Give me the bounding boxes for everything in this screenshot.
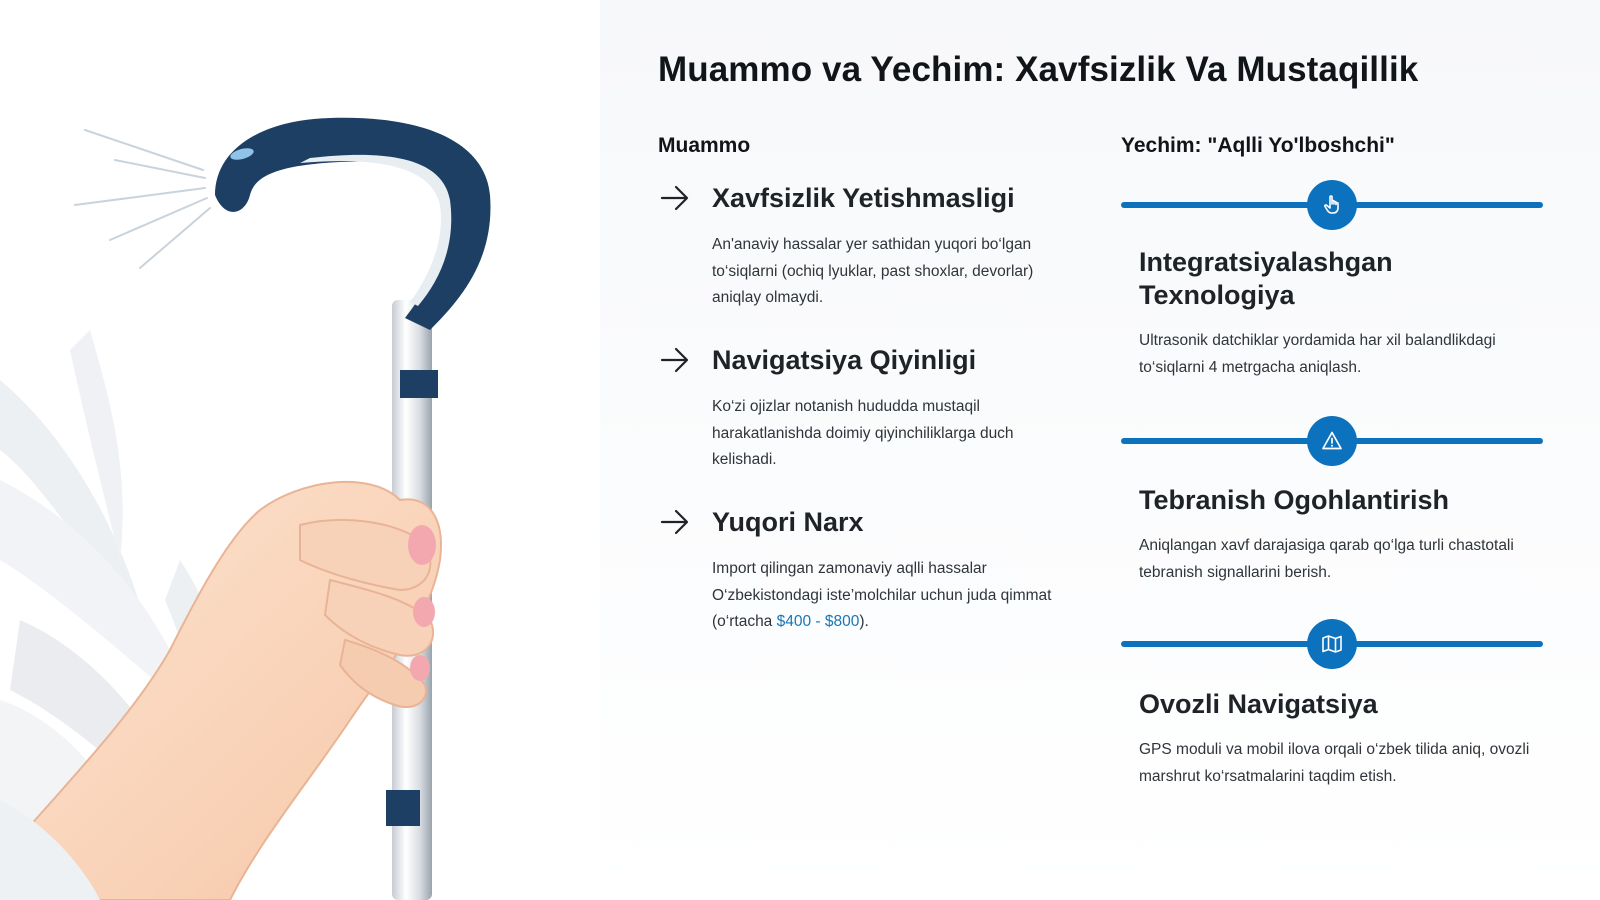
cane-band-lower (386, 790, 420, 826)
solution-item-voice-navigation (1139, 688, 1539, 790)
problem-description (712, 556, 1078, 636)
timeline-step-3 (1121, 619, 1543, 669)
timeline-step-2 (1121, 416, 1543, 466)
timeline-node (1307, 416, 1357, 466)
solution-title: Tebranish Ogohlantirish (1139, 485, 1450, 515)
description-text: Import qilingan zamonaviy aqlli hassalar O‘zbekistondagi iste’molchilar uchun juda qimmat (o‘rtacha (712, 560, 1052, 630)
thumb-nail (408, 525, 436, 565)
solution-description: Aniqlangan xavf darajasiga qarab qo‘lga turli chastotali tebranish signallarini berish. (1139, 537, 1514, 581)
timeline-node (1307, 180, 1357, 230)
description-text-end: ). (859, 613, 869, 630)
problem-description: Ko‘zi ojizlar notanish hududda mustaqil harakatlanishda doimiy qiyinchiliklarga duch kelishadi. (712, 398, 1014, 468)
timeline-node (1307, 619, 1357, 669)
arrow-right-icon (658, 182, 692, 214)
problem-title: Xavfsizlik Yetishmasligi (712, 182, 1015, 213)
map-icon (1320, 632, 1344, 656)
page-title: Muammo va Yechim: Xavfsizlik Va Mustaqillik (658, 50, 1419, 89)
cane-band-upper (400, 370, 438, 398)
arrow-right-icon (658, 506, 692, 538)
smart-cane-illustration (0, 0, 600, 900)
problem-item-price (658, 502, 1078, 636)
arrow-right-icon (658, 344, 692, 376)
timeline-step-1 (1121, 180, 1543, 230)
light-rays (75, 130, 210, 268)
problem-title: Navigatsiya Qiyinligi (712, 344, 977, 375)
problem-description: An'anaviy hassalar yer sathidan yuqori bo‘lgan to‘siqlarni (ochiq lyuklar, past shoxlar, devorlar) aniqlay olmaydi. (712, 236, 1034, 306)
solution-description: GPS moduli va mobil ilova orqali o‘zbek tilida aniq, ovozli marshrut ko‘rsatmalarini taqdim etish. (1139, 741, 1530, 785)
price-range: $400 - $800 (776, 613, 860, 630)
problem-item-safety (658, 178, 1078, 312)
problems-heading: Muammo (658, 134, 751, 157)
warning-triangle-icon (1320, 429, 1344, 453)
solution-title: Ovozli Navigatsiya (1139, 689, 1378, 719)
problem-title: Yuqori Narx (712, 506, 864, 537)
solution-item-technology (1139, 246, 1539, 381)
solution-title: Integratsiyalashgan Texnologiya (1139, 247, 1393, 310)
problem-item-navigation (658, 340, 1078, 474)
solution-item-vibration (1139, 484, 1539, 586)
hand-pointer-icon (1320, 193, 1344, 217)
solutions-heading: Yechim: "Aqlli Yo'lboshchi" (1121, 134, 1395, 157)
solution-description: Ultrasonik datchiklar yordamida har xil balandlikdagi to‘siqlarni 4 metrgacha aniqlash. (1139, 332, 1496, 376)
